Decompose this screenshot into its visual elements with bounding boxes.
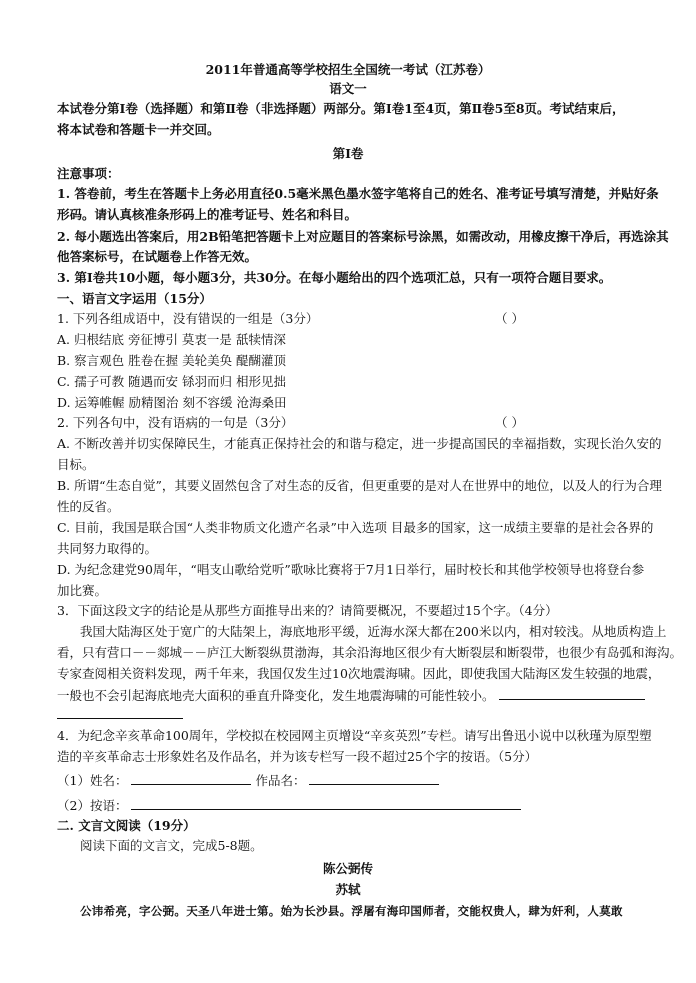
q4-name-label: （1）姓名： <box>57 773 128 788</box>
q2-answer-paren: （ ） <box>495 415 524 430</box>
q1-option-b: B. 察言观色 胜卷在握 美轮美奂 醍醐灌顶 <box>57 353 287 368</box>
q3-answer-blank-line-2[interactable] <box>57 705 183 719</box>
q1-option-a: A. 归根结底 旁征博引 莫衷一是 舐犊情深 <box>57 332 286 347</box>
intro-line-2: 将本试卷和答题卡一并交回。 <box>57 122 220 137</box>
section2-instruction: 阅读下面的文言文，完成5-8题。 <box>80 838 263 853</box>
q3-passage-line-3: 专家查阅相关资料发现，两千年来，我国仅发生过10次地震海啸。因此，即使我国大陆海区发生较强的地震， <box>57 666 661 681</box>
q3-answer-blank-cont[interactable] <box>57 705 183 724</box>
subject-title: 语文一 <box>329 81 367 96</box>
q3-passage-line-4 <box>57 686 645 705</box>
notes-line-3: 2. 每小题选出答案后，用2B铅笔把答题卡上对应题目的答案标号涂黑，如需改动，用橡皮擦干净后，再选涂其 <box>57 229 669 244</box>
q2-stem: 2. 下列各句中，没有语病的一句是（3分） <box>57 415 294 430</box>
q2-option-b-line-2: 性的反省。 <box>57 499 120 514</box>
q2-option-c-line-1: C. 目前，我国是联合国“人类非物质文化遗产名录”中入选项 目最多的国家，这一成绩主要靠的是社会各界的 <box>57 520 654 535</box>
q3-passage-line-1: 我国大陆海区处于宽广的大陆架上，海底地形平缓，近海水深大都在200米以内，相对较浅。从地质构造上 <box>80 624 667 639</box>
q4-note-label: （2）按语： <box>57 798 128 813</box>
q4-name-blank[interactable] <box>131 771 251 785</box>
passage-author: 苏轼 <box>335 882 361 897</box>
notes-line-4: 他答案标号，在试题卷上作答无效。 <box>57 249 258 264</box>
q4-name-row <box>57 771 439 790</box>
section2-title: 二. 文言文阅读（19分） <box>57 818 196 833</box>
notes-heading: 注意事项： <box>57 166 120 181</box>
q2-option-a-line-1: A. 不断改善并切实保障民生，才能真正保持社会的和谐与稳定，进一步提高国民的幸福指数，实现长治久安的 <box>57 436 662 451</box>
q3-passage-line-2: 看，只有营口－－郯城－－庐江大断裂纵贯渤海，其余沿海地区很少有大断裂层和断裂带，也很少有岛弧和海沟。 <box>57 645 683 660</box>
notes-line-1: 1. 答卷前，考生在答题卡上务必用直径0.5毫米黑色墨水签字笔将自己的姓名、准考证号填写清楚，并贴好条 <box>57 186 659 201</box>
q4-work-label: 作品名： <box>255 773 306 788</box>
q2-option-d-line-2: 加比赛。 <box>57 583 108 598</box>
q2-option-b-line-1: B. 所谓“生态自觉”，其要义固然包含了对生态的反省，但更重要的是对人在世界中的地位，以及人的行为合理 <box>57 478 662 493</box>
q2-option-a-line-2: 目标。 <box>57 457 95 472</box>
q3-stem: 3．下面这段文字的结论是从那些方面推导出来的？请简要概况，不要超过15个字。（4分） <box>57 603 558 618</box>
passage-title: 陈公弼传 <box>322 861 373 876</box>
q4-note-blank[interactable] <box>131 796 521 810</box>
q2-option-c-line-2: 共同努力取得的。 <box>57 541 158 556</box>
q3-answer-blank[interactable] <box>499 686 645 700</box>
q1-option-d: D. 运筹帷幄 励精图治 刻不容缓 沧海桑田 <box>57 395 287 410</box>
exam-title: 2011年普通高等学校招生全国统一考试（江苏卷） <box>205 62 491 77</box>
q4-stem-line-2: 造的辛亥革命志士形象姓名及作品名，并为该专栏写一段不超过25个字的按语。（5分） <box>57 749 538 764</box>
q2-option-d-line-1: D. 为纪念建党90周年，“唱支山歌给党听”歌咏比赛将于7月1日举行，届时校长和其他学校领导也将登台参 <box>57 562 645 577</box>
q3-passage-line-4-text: 一般也不会引起海底地壳大面积的垂直升降变化，发生地震海啸的可能性较小。 <box>57 688 495 703</box>
q1-stem: 1. 下列各组成语中，没有错误的一组是（3分） <box>57 311 319 326</box>
q4-stem-line-1: 4．为纪念辛亥革命100周年，学校拟在校园网主页增设“辛亥英烈”专栏。请写出鲁迅小说中以秋瑾为原型塑 <box>57 728 652 743</box>
part-title: 第Ⅰ卷 <box>332 146 364 161</box>
q4-work-blank[interactable] <box>309 771 439 785</box>
intro-line-1: 本试卷分第Ⅰ卷（选择题）和第Ⅱ卷（非选择题）两部分。第Ⅰ卷1至4页，第Ⅱ卷5至8页。考试结束后， <box>57 101 625 116</box>
q1-option-c: C. 孺子可教 随遇而安 铩羽而归 相形见拙 <box>57 374 286 389</box>
section1-title: 一、语言文字运用（15分） <box>57 291 212 306</box>
notes-line-5: 3. 第Ⅰ卷共10小题，每小题3分，共30分。在每小题给出的四个选项汇总，只有一项符合题目要求。 <box>57 270 612 285</box>
passage-first-line: 公讳希亮，字公弼。天圣八年进士第。始为长沙县。浮屠有海印国师者，交能权贵人，肆为奸利，人莫敢 <box>80 904 623 918</box>
q4-note-row <box>57 796 521 815</box>
q1-answer-paren: （ ） <box>495 311 524 326</box>
notes-line-2: 形码。请认真核准条形码上的准考证号、姓名和科目。 <box>57 207 358 222</box>
